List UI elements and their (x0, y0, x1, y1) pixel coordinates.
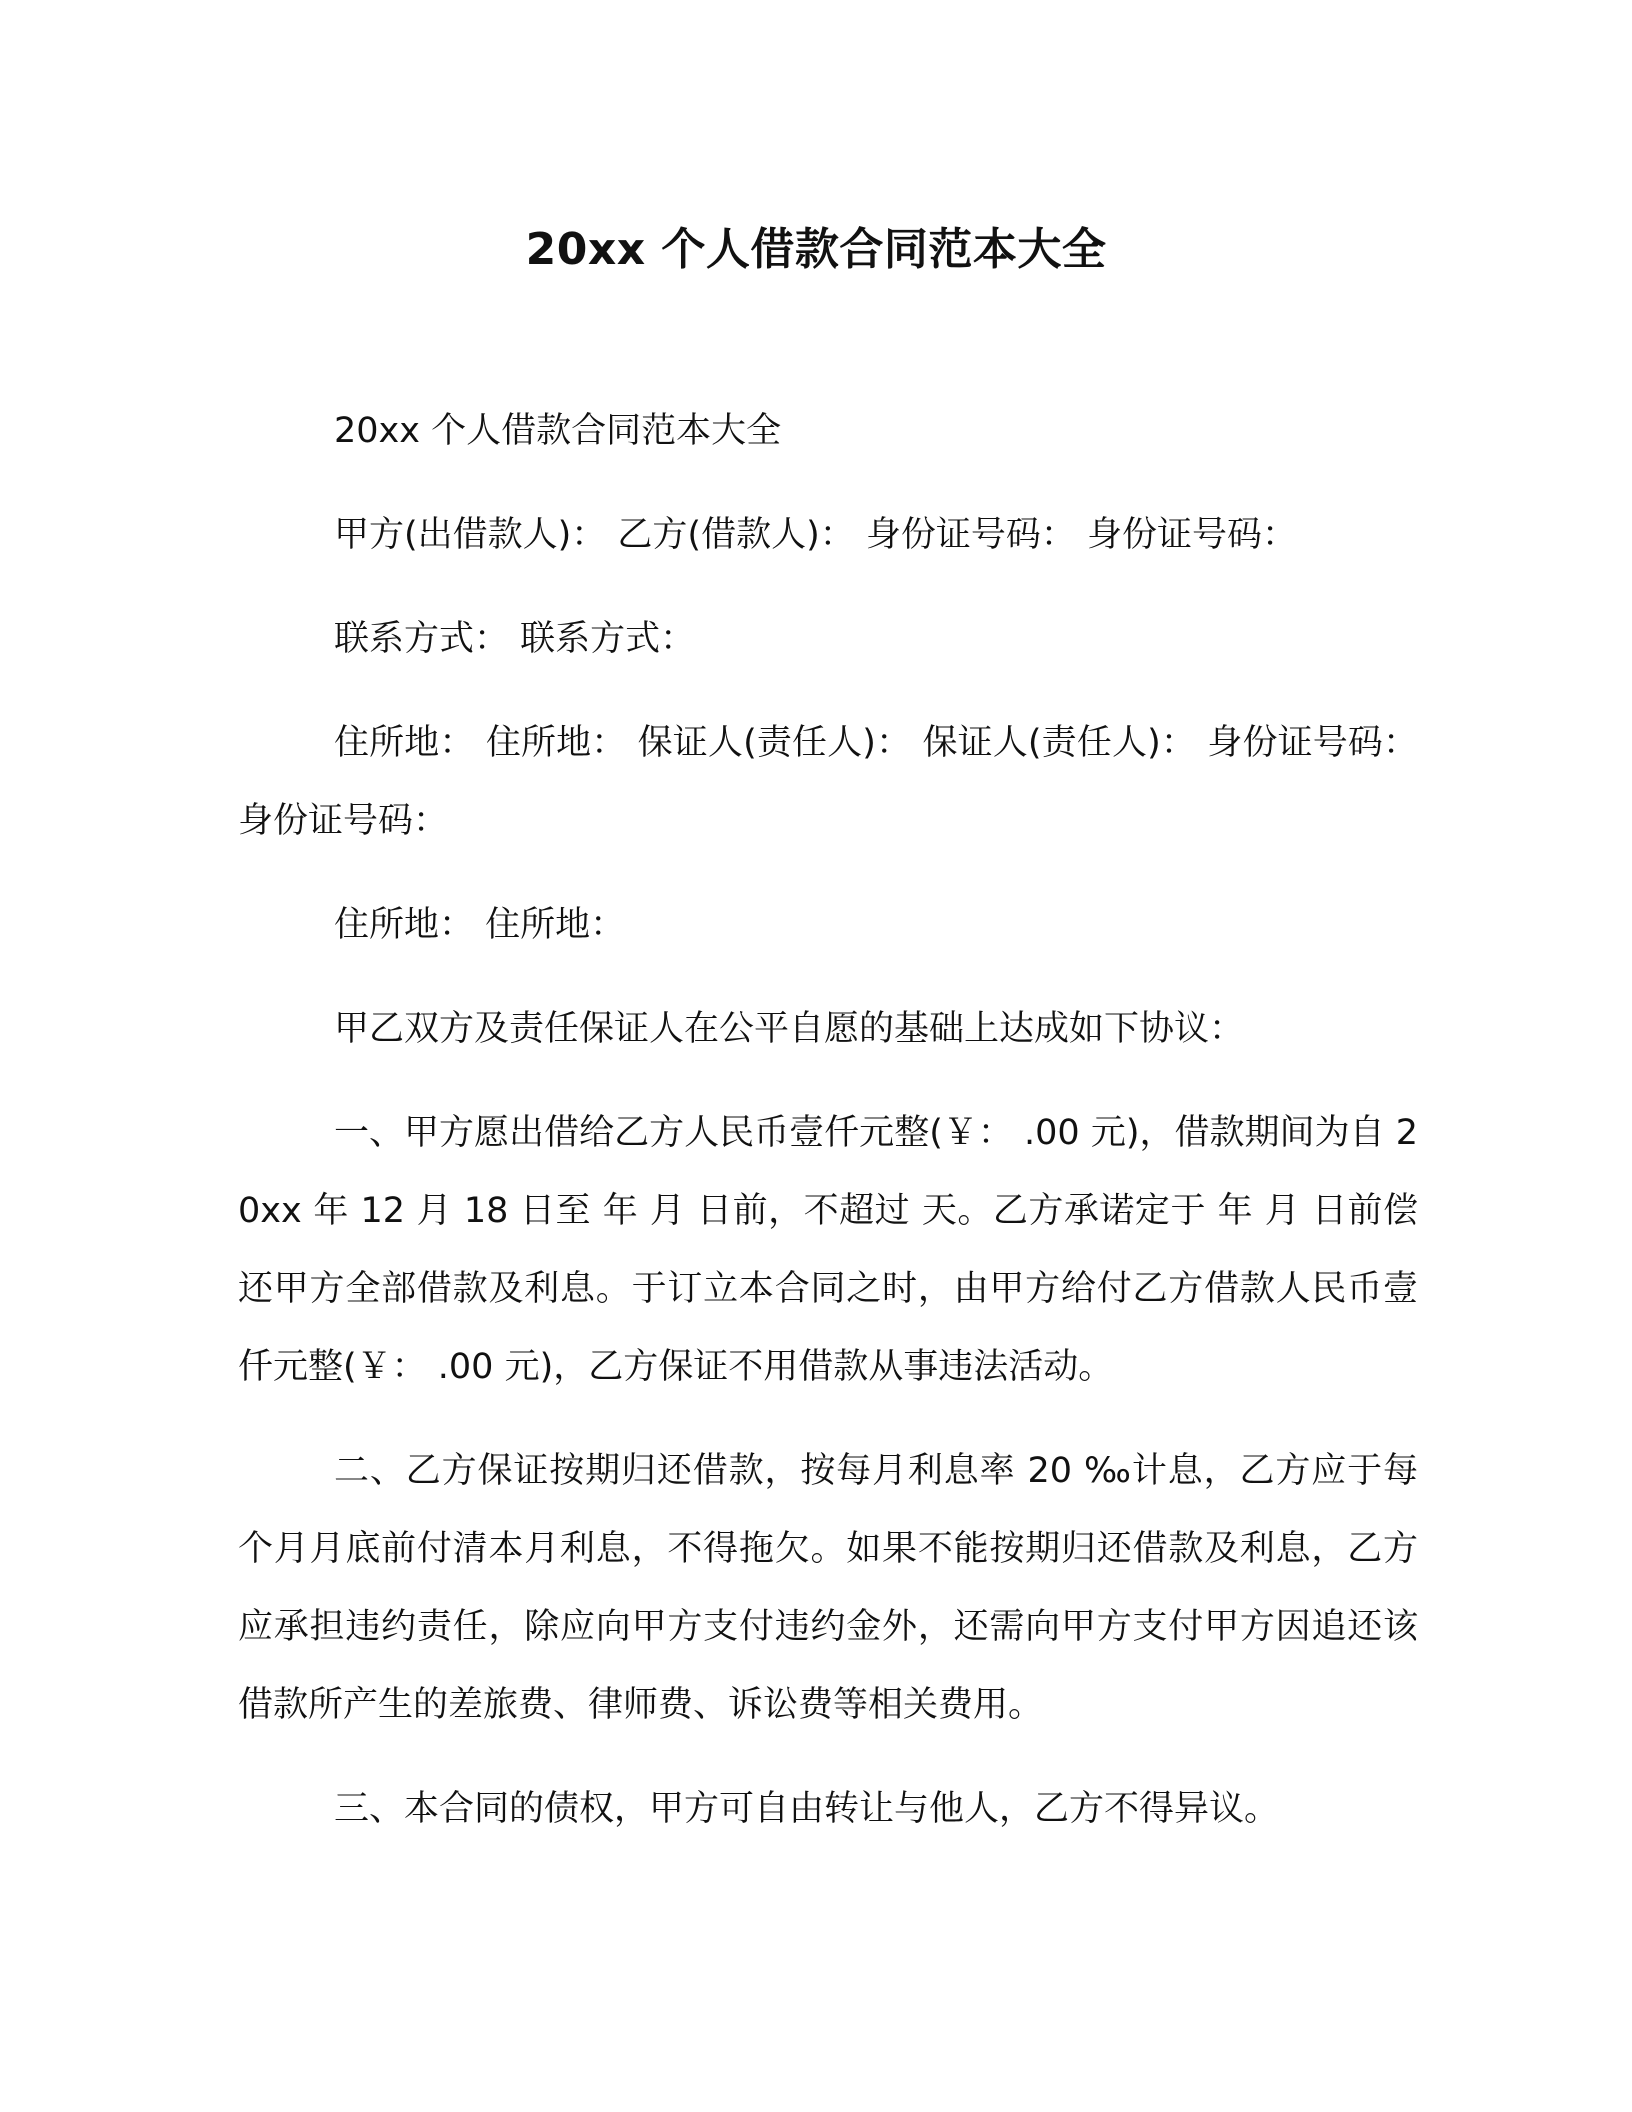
paragraph-contact: 联系方式： 联系方式： (334, 619, 696, 659)
paragraph-guarantor-address: 住所地： 住所地： (334, 905, 626, 945)
document-title: 20xx 个人借款合同范本大全 (525, 224, 1107, 275)
paragraph-parties: 甲方(出借款人)： 乙方(借款人)： 身份证号码： 身份证号码： (334, 515, 1297, 555)
paragraph-clause-1: 一、甲方愿出借给乙方人民币壹仟元整(￥： .00 元)，借款期间为自 20xx 年 12 月 18 日至 年 月 日前，不超过 天。乙方承诺定于 年 月 日前偿还甲方全部借款及利息。于订立本合同之时，由甲方给付乙方借款人民币壹仟元整(￥： .00 元)，乙方保证不用借款从事违法活动。 (238, 1113, 1418, 1387)
paragraph-address-guarantor: 住所地： 住所地： 保证人(责任人)： 保证人(责任人)： 身份证号码： 身份证号码： (238, 723, 1418, 841)
paragraph-agreement-intro: 甲乙双方及责任保证人在公平自愿的基础上达成如下协议： (334, 1009, 1245, 1049)
document-body (238, 392, 1418, 1874)
paragraph-clause-2: 二、乙方保证按期归还借款，按每月利息率 20 ‰计息，乙方应于每个月月底前付清本月利息，不得拖欠。如果不能按期归还借款及利息，乙方应承担违约责任，除应向甲方支付违约金外，还需向甲方支付甲方因追还该借款所产生的差旅费、律师费、诉讼费等相关费用。 (238, 1451, 1418, 1725)
paragraph-subtitle: 20xx 个人借款合同范本大全 (334, 411, 782, 451)
paragraph-clause-3: 三、本合同的债权，甲方可自由转让与他人，乙方不得异议。 (334, 1789, 1280, 1829)
